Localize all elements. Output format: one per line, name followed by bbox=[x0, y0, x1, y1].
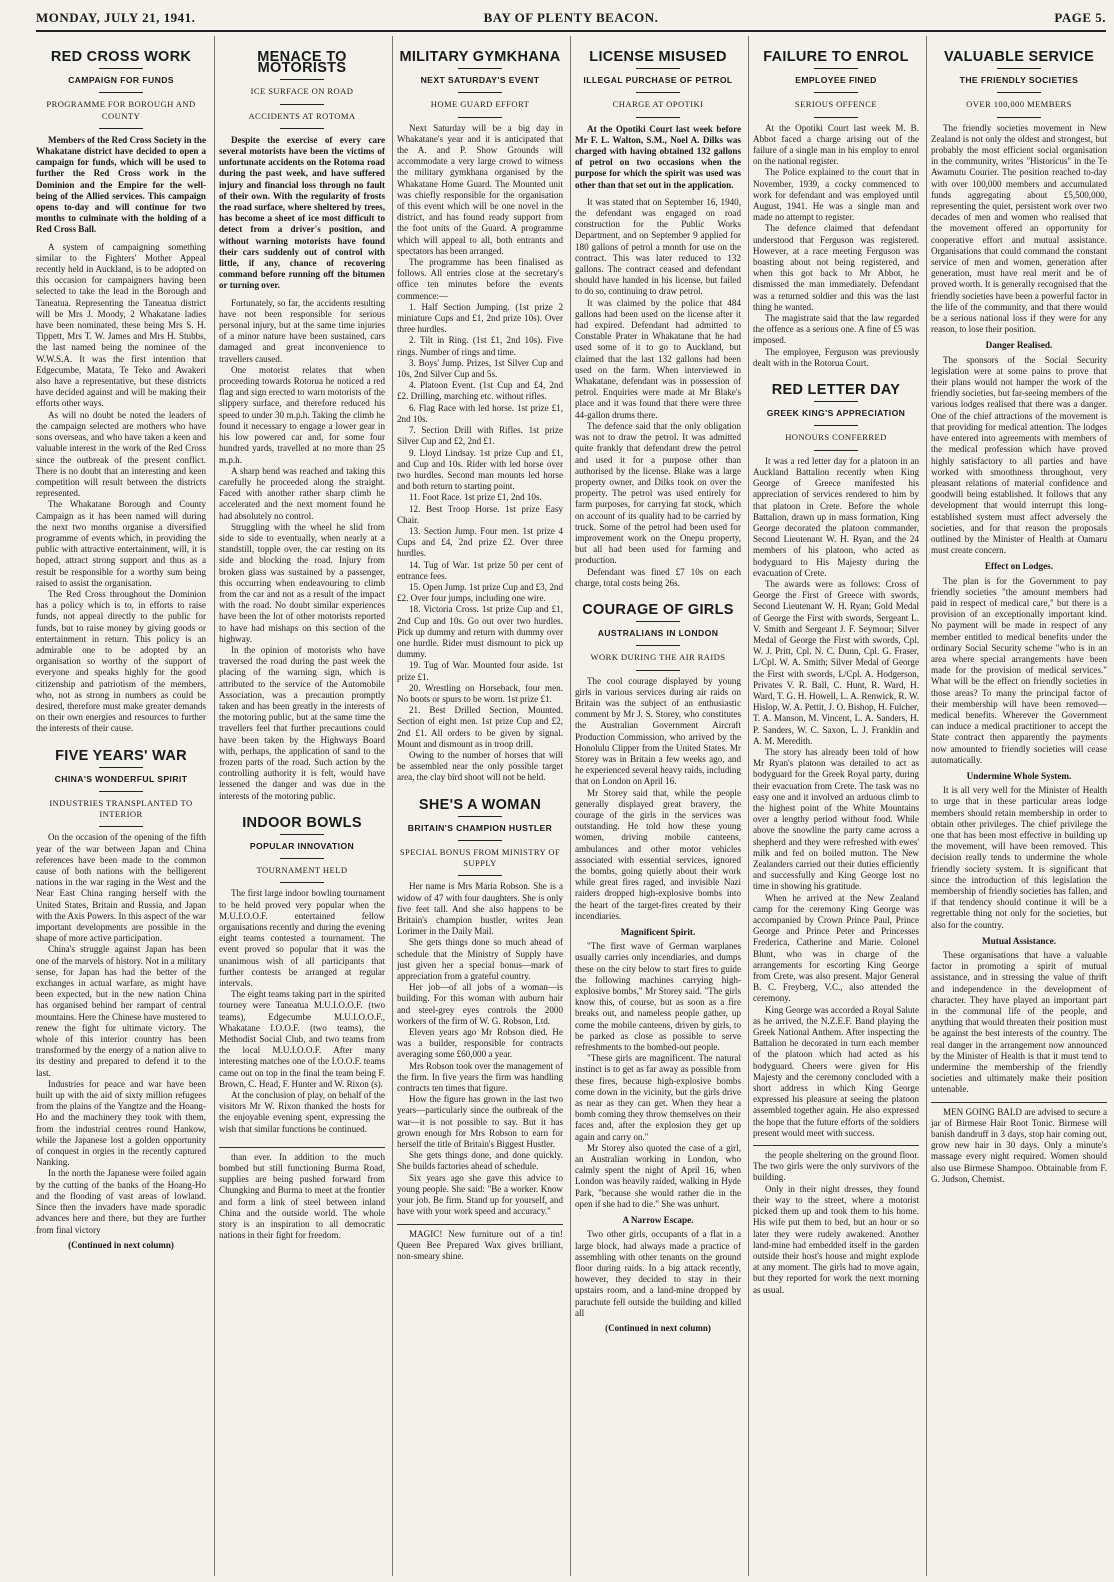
article-paragraph: Next Saturday will be a big day in Whakatane's year and it is anticipated that the A. and P. Show Grounds will accommodate a very large crowd to witness the military gymkhana organised by the Whakatane Home Guard. The Mounted unit was chiefly responsible for the organisation of this event which will be one novel in the district, and has found ready support from the foot units of the Guard. A programme which will appeal to all, both entrants and spectators has been arranged. bbox=[397, 122, 563, 256]
divider bbox=[636, 645, 680, 646]
article-paragraph: It was claimed by the police that 484 gallons had been used on the license after it had expired. Defendant had admitted to Constable Prater in Whakatane that he had used some of it to go to Auckland, but claimed that the last 132 gallons had been used on the farm. When interviewed in Whakatane, defendant was in possession of petrol. Enquiries were made at Mr Blake's place and it was found that there were three 44-gallon drums there. bbox=[575, 297, 741, 420]
article-paragraph: The programme has been finalised as follows. All entries close at the secretary's office ten minutes before the events commence:— bbox=[397, 257, 563, 301]
divider bbox=[99, 791, 143, 792]
column-6 bbox=[926, 36, 1107, 1576]
article-paragraph: Her name is Mrs Maria Robson. She is a widow of 47 with four daughters. She is only five feet tall. And she also happens to be Britain's champion hustler, writes Jean Lorimer in the Daily Mail. bbox=[397, 881, 563, 937]
article-paragraph: She gets things done so much ahead of schedule that the Ministry of Supply have just given her a special bonus—mark of appreciation from a grateful country. bbox=[397, 937, 563, 982]
deck: ILLEGAL PURCHASE OF PETROL bbox=[583, 75, 733, 86]
divider bbox=[458, 816, 502, 817]
divider bbox=[99, 92, 143, 93]
article-paragraph: The cool courage displayed by young girls in various services during air raids on Britain was the subject of an enthusiastic comment by Mr J. S. Storey, who constitutes the Australian Government Aircraft Production Commission, who arrived by the Honolulu Clipper from the United States. Mr Storey was in Britain a few weeks ago, and he experienced several heavy raids, including that on London on April 16. bbox=[575, 675, 741, 787]
subheading: Mutual Assistance. bbox=[981, 935, 1056, 946]
column-2 bbox=[214, 36, 385, 1576]
column-1 bbox=[36, 36, 206, 1576]
divider bbox=[99, 68, 143, 69]
article-paragraph: Fortunately, so far, the accidents resulting have not been responsible for serious personal injury, but at the same time injuries of a minor nature have been sustained, cars damaged and great inconvenience to travellers caused. bbox=[219, 297, 385, 364]
article-paragraph: She gets things done, and done quickly. She builds factories ahead of schedule. bbox=[397, 1150, 563, 1172]
programme-item: 13. Section Jump. Four men. 1st prize 4 Cups and £4, 2nd prize £2. Over three hurdles. bbox=[397, 525, 563, 559]
divider bbox=[280, 104, 324, 105]
programme-item: 2. Tilt in Ring. (1st £1, 2nd 10s). Five rings. Number of rings and time. bbox=[397, 335, 563, 357]
article-paragraph: The magistrate said that the law regarded the offence as a serious one. A fine of £5 was imposed. bbox=[753, 313, 919, 346]
column-4 bbox=[570, 36, 741, 1576]
article-paragraph: Mrs Robson took over the management of the firm. In five years the firm was handling contracts ten times that figure. bbox=[397, 1060, 563, 1094]
article-lead: Despite the exercise of every care several motorists have been the victims of unfortunate accidents on the Rotoma road during the past week, and have suffered injury and financial loss through no fault of their own. With the regularity of frosts the road surface, where sheltered by trees, has become a sheet of ice most difficult to detect from a driver's position, and without warning motorists have found their cars suddenly out of control with little, if any, chance of recovering command before running off the bitumen or turning over. bbox=[219, 134, 385, 291]
subheading: Undermine Whole System. bbox=[966, 770, 1072, 781]
deck: POPULAR INNOVATION bbox=[249, 841, 355, 851]
divider bbox=[636, 670, 680, 671]
programme-item: 9. Lloyd Lindsay. 1st prize Cup and £1, and Cup and 10s. Rider with led horse over two hurdles. Second man mounts led horse and both return to starting point. bbox=[397, 447, 563, 492]
article-paragraph: King George was accorded a Royal Salute as he arrived, the N.Z.E.F. Band playing the Greek National Anthem. After inspecting the Battalion he decorated in turn each member of the platoon which had acted as his bodyguard. Cheers were given for His Majesty and the ceremony concluded with a short address in which King George expressed his pleasure at seeing the platoon assembled together again. He also expressed the hope that the future efforts of the soldiers present would meet with success. bbox=[753, 1004, 919, 1138]
article-paragraph: "The first wave of German warplanes usually carries only incendiaries, and dumps these on the city below to start fires to guide the following machines carrying high-explosive bombs," Mr Storey said. "The girls know this, of course, but as soon as a fire breaks out, and nameless people gather, up come the mobile canteens, driven by girls, to be parked as close as possible to serve refreshments to the bombed-out people. bbox=[575, 941, 741, 1053]
headline-menace-to-motorists: MENACE TO MOTORISTS bbox=[257, 49, 347, 77]
article-paragraph: It was a red letter day for a platoon in an Auckland Battalion recently when King George of Greece manifested his appreciation of services rendered to him by that platoon in Crete. Before the whole Battalion, drawn up in mass formation, King George decorated the platoon commander, Second Lieutenant W. H. Ryan, and the 24 members of his platoon, who acted as bodyguard to His Majesty during the evacuation of Crete. bbox=[753, 455, 919, 578]
divider bbox=[458, 117, 502, 118]
headline-courage-of-girls: COURAGE OF GIRLS bbox=[582, 601, 734, 618]
subheading: Effect on Lodges. bbox=[984, 561, 1054, 572]
programme-item: 12. Best Troop Horse. 1st prize Easy Chair. bbox=[397, 503, 563, 525]
programme-item: 3. Boys' Jump. Prizes, 1st Silver Cup and 10s, 2nd Silver Cup and 5s. bbox=[397, 357, 563, 380]
divider bbox=[636, 68, 680, 69]
headline-indoor-bowls: INDOOR BOWLS bbox=[242, 814, 362, 831]
article-paragraph: One motorist relates that when proceeding towards Rotorua he noticed a red flag and sign erected to warn motorists of the slippery surface, and therefore reduced his speed to under 30 m.p.h. Taking the climb he found it necessary to engage a lower gear in his low powered car and, for some four hundred yards, travelled at no more than 25 m.p.h. bbox=[219, 364, 385, 465]
article-paragraph: The story has already been told of how Mr Ryan's platoon was detailed to act as bodyguard for the Greek Royal party, during their evacuation from Crete. The task was no easy one and it involved an arduous climb to the highest point of the White Mountains over a lengthy period without food. While above the snowline the party came across a shepherd and they were refreshed with ewes' milk and fed on boiled mutton. The New Zealanders carried out their duties efficiently and successfully and King George lost no time in showing his gratitude. bbox=[753, 746, 919, 892]
programme-item: 11. Foot Race. 1st prize £1, 2nd 10s. bbox=[409, 492, 542, 503]
deck: EMPLOYEE FINED bbox=[795, 75, 877, 86]
divider bbox=[814, 92, 858, 93]
divider bbox=[814, 117, 858, 118]
divider bbox=[636, 92, 680, 93]
deck: GREEK KING'S APPRECIATION bbox=[766, 408, 906, 419]
article-paragraph: Two other girls, occupants of a flat in a large block, had always made a practice of assembling with other tenants on the ground floor during raids. In a big attack recently, however, they decided to stay in their upstairs room, and a land-mine dropped by parachute fell outside the building and killed all bbox=[575, 1229, 741, 1318]
deck-secondary: WORK DURING THE AIR RAIDS bbox=[590, 652, 726, 663]
divider bbox=[458, 68, 502, 69]
column-3 bbox=[392, 36, 563, 1576]
continued-note: (Continued in next column) bbox=[68, 1239, 174, 1250]
divider bbox=[99, 826, 143, 827]
headline-shes-a-woman: SHE'S A WOMAN bbox=[418, 796, 542, 813]
masthead bbox=[36, 6, 1106, 32]
headline-license-misused: LICENSE MISUSED bbox=[589, 49, 727, 65]
deck: THE FRIENDLY SOCIETIES bbox=[959, 75, 1079, 86]
divider bbox=[99, 128, 143, 129]
deck: ICE SURFACE ON ROAD bbox=[250, 86, 354, 97]
divider bbox=[280, 882, 324, 883]
deck: CAMPAIGN FOR FUNDS bbox=[68, 75, 174, 86]
divider bbox=[458, 840, 502, 841]
article-paragraph: Only in their night dresses, they found their way to the street, where a motorist picked them up and took them to his home. His wife put them to bed, but an hour or so later they were rudely awakened. Another land-mine had embedded itself in the garden outside their host's house and might explode at any moment. The girls had to move again, but they reported for work the next morning as usual. bbox=[753, 1183, 919, 1295]
article-paragraph: The defence said that the only obligation was not to draw the petrol. It was admitted quite frankly that defendant drew the petrol and used it for a purpose other than authorised by the license. Blake was a large property owner, and Dilks took on over the property. The petrol was used entirely for farm purposes, for carrying fat stock, which on account of its quality had to be carried by truck. Some of the petrol had been used for improvement work on the Onepu property, but all had been used for farming and production. bbox=[575, 420, 741, 566]
divider bbox=[814, 68, 858, 69]
deck-secondary: HOME GUARD EFFORT bbox=[430, 99, 530, 110]
article-paragraph: These organisations that have a valuable factor in promoting a spirit of mutual assistance, and in stressing the value of thrift and independence in the development of character. They have played an important part in the communal life of the people, and anything that would threaten their position must be against the best interests of the country. The real danger in the arrangement now announced by the Minister of Health is that it must tend to undermine the membership of the friendly societies and ultimately make their position untenable. bbox=[931, 950, 1107, 1095]
article-paragraph: Defendant was fined £7 10s on each charge, total costs being 26s. bbox=[575, 566, 741, 588]
deck: BRITAIN'S CHAMPION HUSTLER bbox=[407, 822, 553, 833]
article-paragraph: The eight teams taking part in the spirited tourney were Taneatua M.U.I.O.O.F. (two teams), Edgecumbe M.U.I.O.O.F., Whakatane I.O.O.F. (two teams), the Methodist Social Club, and two teams from the local M.U.I.O.O.F. After many interesting matches one of the I.O.O.F. teams came out on top in the final the team being F. Brown, C. Head, F. Hunter and W. Rixon (s). bbox=[219, 989, 385, 1089]
subheading: Magnificent Spirit. bbox=[620, 927, 696, 938]
programme-item: 20. Wrestling on Horseback, four men. No boots or spurs to be worn. 1st prize £1. bbox=[397, 682, 563, 704]
article-paragraph: In the opinion of motorists who have traversed the road during the past week the placing of the warning sign, which is attributed to the service of the Automobile Association, was a precaution promptly taken and has been greatly in the interests of the motoring public, but at the same time the travellers feel that further precautions could have been taken by the Highways Board with, perhaps, the application of sand to the frozen parts of the road. Such action by the controlling authority it is felt, would have lessened the danger and was due in the interests of the motoring public. bbox=[219, 644, 385, 801]
article-paragraph: The employee, Ferguson was previously dealt with in the Rotorua Court. bbox=[753, 346, 919, 368]
headline-failure-to-enrol: FAILURE TO ENROL bbox=[763, 49, 909, 65]
issue-date: MONDAY, JULY 21, 1941. bbox=[36, 10, 196, 25]
deck-secondary: PROGRAMME FOR BOROUGH AND COUNTY bbox=[46, 99, 196, 121]
article-paragraph: Mr Storey also quoted the case of a girl, an Australian working in London, who calmly spent the night of April 16, when London was heavily raided, walking in Hyde Park, "because she would rather die in the open if she had to die." She was unhurt. bbox=[575, 1142, 741, 1209]
article-paragraph: The Police explained to the court that in November, 1939, a cocky commenced to work for defendant and was employed until August, 1941. He was a single man and made no attempt to register. bbox=[753, 167, 919, 223]
article-paragraph: China's struggle against Japan has been one of the marvels of history. Not in a military sense, for Japan has had the better of the exchanges in actual warfare, as might have been expected, but in the new nation China has organised behind her rampart of central mountains. Here the Chinese have mustered to renew the fight for ultimate victory. The whole of this interior country has been transformed by the energy of a nation alive to its destiny and prepared to defend it to the last. bbox=[36, 944, 206, 1078]
programme-item: 4. Platoon Event. (1st Cup and £4, 2nd £2. Drilling, marching etc. without rifles. bbox=[397, 380, 563, 402]
programme-item: 21. Best Drilled Section, Mounted. Section of eight men. 1st prize Cup and £2, 2nd £1. All orders to be given by signal. Mount and dismount as in troop drill. bbox=[397, 705, 563, 749]
article-paragraph: Industries for peace and war have been built up with the aid of sixty million refugees from the plains of the Yangtze and the Hoang-Ho and the machinery they took with them, from the industrial centres round Hankow, while the Japanese lost a golden opportunity of conquest in orgies in the recently captured Nanking. bbox=[36, 1078, 206, 1168]
divider bbox=[997, 68, 1041, 69]
subheading: A Narrow Escape. bbox=[622, 1215, 694, 1226]
article-lead: At the Opotiki Court last week before Mr F. L. Walton, S.M., Noel A. Dilks was charged with having obtained 132 gallons of petrol on two occasions when the purpose for which the spirit was used was other than that set out in the application. bbox=[575, 123, 741, 190]
article-paragraph: The first large indoor bowling tournament to be held proved very popular when the M.U.I.O.O.F. entertained fellow organisations recently and during the evening eight teams contested a tournament. The event proved so popular that it was the unanimous wish of all participants that further contests be arranged at regular intervals. bbox=[219, 888, 385, 989]
divider bbox=[280, 834, 324, 835]
programme-item: 19. Tug of War. Mounted four aside. 1st prize £1. bbox=[397, 660, 563, 682]
article-paragraph: A sharp bend was reached and taking this carefully he proceeded along the straight. Faced with another rather sharp climb he accelerated and the next moment found he had absolutely no control. bbox=[219, 465, 385, 521]
divider bbox=[280, 128, 324, 129]
continued-note: (Continued in next column) bbox=[605, 1322, 711, 1333]
article-paragraph: As will no doubt be noted the leaders of the campaign selected are mothers who have sons overseas, and who have taken a keen and valuable interest in the work of the Red Cross since the outbreak of the present conflict. There is no doubt that an interesting and keen competition will result between the districts represented. bbox=[36, 409, 206, 499]
page-number: PAGE 5. bbox=[1054, 10, 1106, 25]
deck: NEXT SATURDAY'S EVENT bbox=[420, 75, 540, 86]
programme-item: 18. Victoria Cross. 1st prize Cup and £1, 2nd Cup and 10s. Go out over two hurdles. Pick up dummy and return with dummy over one hurdle. Rider must dismount to pick up dummy. bbox=[397, 604, 563, 660]
divider bbox=[997, 92, 1041, 93]
headline-military-gymkhana: MILITARY GYMKHANA bbox=[399, 49, 561, 65]
deck-secondary: OVER 100,000 MEMBERS bbox=[966, 99, 1072, 110]
divider bbox=[997, 117, 1041, 118]
newspaper-title: BAY OF PLENTY BEACON. bbox=[483, 10, 659, 25]
divider bbox=[636, 117, 680, 118]
article-paragraph: Mr Storey said that, while the people generally displayed great bravery, the courage of the girls in the services was outstanding. He told how these young women, driving mobile canteens, ambulances and other motor vehicles associated with essential services, ignored the bombs, going quietly about their work while great fires raged, and invisible Nazi raiders dropped high-explosive bombs into the heart of the target-fires created by their incendiaries. bbox=[575, 787, 741, 921]
article-paragraph: When he arrived at the New Zealand camp for the ceremony King George was accompanied by Crown Prince Paul, Prince George and Prince Peter and Princesses Frederica, Catherine and Marie. Colonel Blunt, who was in charge of the arrangements for escorting King George from Crete, was also present. Major General B. C. Freyberg, V.C., also attended the ceremony. bbox=[753, 892, 919, 1004]
divider bbox=[280, 858, 324, 859]
article-paragraph: At the Opotiki Court last week M. B. Abbot faced a charge arising out of the failure of a single man in his employ to enrol on the national register. bbox=[753, 122, 919, 167]
headline-five-years-war: FIVE YEARS' WAR bbox=[55, 747, 187, 764]
article-paragraph: Struggling with the wheel he slid from side to side to eventually, when nearly at a standstill, topple over, the car resting on its side and blocking the road. Injury from broken glass was sustained by a passenger, this occurring when endeavouring to climb from the car and not as a result of the impact with the road. No doubt similar experiences have been the lot of other motorists reported to have had mishaps on this section of the highway. bbox=[219, 521, 385, 644]
article-paragraph: It is all very well for the Minister of Health to urge that in these particular areas lodge members should retain membership in order to obtain other privileges. The chief privilege the one that has been most effective in building up the movement, will have been removed. This decision really tends to undermine the whole friendly society system. It is significant that since the introduction of this legislation the membership of friendly societies has fallen, and if that tendency should continue it will be a regrettable thing not only for the societies, but also for the country. bbox=[931, 785, 1107, 930]
deck-secondary: INDUSTRIES TRANSPLANTED TO INTERIOR bbox=[49, 797, 193, 820]
headline-valuable-service: VALUABLE SERVICE bbox=[943, 49, 1095, 65]
article-paragraph: The sponsors of the Social Security legislation were at some pains to prove that their plans would not hamper the work of the friendly societies, but far-seeing members of the various lodges realised that there was a danger. One of the chief attractions of the movement is that providing for medical attention. The lodges have entered into agreements with members of the medical profession which have proved highly satisfactory to all parties and have worked with smoothness throughout, very pleasant relations of material confidence and goodwill being established. It follows that any development that would interrupt this long-established system must affect adversely the societies, and for that reason the proposals outlined by the Minister of Health at Oamaru must create concern. bbox=[931, 354, 1107, 556]
programme-item: 6. Flag Race with led horse. 1st prize £1, 2nd 10s. bbox=[397, 402, 563, 424]
divider bbox=[458, 92, 502, 93]
headline-red-cross-work: RED CROSS WORK bbox=[50, 49, 192, 65]
article-paragraph: A system of campaigning something similar to the Fighters' Mother Appeal recently held in Auckland, is to be adopted on this occasion for campaigners having been selected to take the lead in the Borough and Taneatua. Representing the Taneatua district will be Mrs J. Moody, 2 Whakatane ladies have been nominated, these being Mrs S. H. Tippett, Mrs T. W. James and Mrs H. Stubbs, the last named being the nominee of the W.W.S.A. It was the first intention that Edgecumbe, Matata, Te Teko and Awakeri also have a representative, but these districts have decided against and will be making their efforts other ways. bbox=[36, 241, 206, 409]
subheading: Danger Realised. bbox=[985, 340, 1053, 351]
deck-secondary: TOURNAMENT HELD bbox=[256, 865, 348, 876]
article-paragraph: How the figure has grown in the last two years—particularly since the outbreak of the war—it is not possible to say. But it has grown enough for Mrs Robson to earn for herself the title of Britain's Biggest Hustler. bbox=[397, 1094, 563, 1150]
divider bbox=[814, 425, 858, 426]
article-paragraph: In the north the Japanese were foiled again by the cutting of the banks of the Hoang-Ho and the flooding of vast areas of lowland. Since then the invaders have made sporadic advances here and there, but they are further from final victory bbox=[36, 1168, 206, 1235]
article-paragraph: Eleven years ago Mr Robson died. He was a builder, responsible for contracts averaging some £60,000 a year. bbox=[397, 1027, 563, 1060]
divider bbox=[280, 79, 324, 80]
programme-item: 7. Section Drill with Rifles. 1st prize Silver Cup and £2, 2nd £1. bbox=[397, 425, 563, 447]
column-5 bbox=[748, 36, 919, 1576]
newspaper-page bbox=[36, 36, 1106, 1576]
divider bbox=[814, 401, 858, 402]
deck: AUSTRALIANS IN LONDON bbox=[597, 628, 719, 639]
deck-secondary: ACCIDENTS AT ROTOMA bbox=[248, 110, 356, 121]
article-paragraph: At the conclusion of play, on behalf of the visitors Mr W. Rixon thanked the hosts for the enjoyable evening spent, expressing the wish that similar functions be continued. bbox=[219, 1090, 385, 1134]
divider bbox=[99, 767, 143, 768]
article-paragraph: Six years ago she gave this advice to young people. She said: "Be a worker. Know your job. Be firm. Stand up for yourself, and have with your work speed and accuracy." bbox=[397, 1172, 563, 1217]
article-paragraph: The plan is for the Government to pay friendly societies "the amount members had paid in respect of medical care," but there is a provision of an exceptionally important kind. No payment will be made in respect of any member entitled to medical benefits under the ordinary Social Security scheme "who is in an area where special arrangements have been made for the provision of medical services." What will be the effect on friendly societies in those areas? To many the principal factor of their membership will have been removed—medical benefits. Wherever the Government can induce a medical practitioner to accept the State contract then apparently the payments now amounted to friendly societies will cease automatically. bbox=[931, 575, 1107, 765]
article-paragraph: Her job—of all jobs of a woman—is building. For this woman with auburn hair and steel-grey eyes controls the 2000 workers of the firm of W. G. Robson, Ltd. bbox=[397, 982, 563, 1026]
deck-secondary: CHARGE AT OPOTIKI bbox=[612, 99, 704, 110]
article-lead: Members of the Red Cross Society in the Whakatane district have decided to open a campaign for funds, which will be used to further the Red Cross work in the Dominion and the Empire for the well-being of the Allied services. This campaign opens to-day and will continue for two months to culminate with the holding of a Red Cross Ball. bbox=[36, 134, 206, 235]
advertisement: MAGIC! New furniture out of a tin! Queen Bee Prepared Wax gives brilliant, non-smeary shine. bbox=[397, 1224, 563, 1263]
programme-item: 14. Tug of War. 1st prize 50 per cent of entrance fees. bbox=[397, 559, 563, 581]
article-continuation: than ever. In addition to the much bombed but still functioning Burma Road, supplies are being pushed forward from Chungking and Burma to meet at the frontier and form a link of steel between inland China and the outside world. The whole story is an inspiration to all democratic nations in their fight for freedom. bbox=[219, 1147, 385, 1242]
article-paragraph: On the occasion of the opening of the fifth year of the war between Japan and China references have been made to the common cause of both nations with the belligerent nations in the war raging in the West and the Near East China ranging herself with the United States, Britain and Russia, and Japan with the Axis Powers. In this aspect of the war important developments are possible in the shape of more active participation. bbox=[36, 832, 206, 944]
deck-secondary: HONOURS CONFERRED bbox=[785, 432, 887, 443]
advertisement: MEN GOING BALD are advised to secure a jar of Birmese Hair Root Tonic. Birmese will banish dandruff in 3 days, stop hair coming out, grow new hair in 30 days. Only a minute's massage every night required. Women should also use Birmese Shampoo. Obtainable from F. G. Judson, Chemist. bbox=[931, 1102, 1107, 1185]
divider bbox=[458, 875, 502, 876]
divider bbox=[636, 621, 680, 622]
article-paragraph: The awards were as follows: Cross of George the First of Greece with swords, Second Lieutenant W. H. Ryan; Gold Medal of George the First with swords, Sergeant L. V. Smith and Sergeant J. F. Seymour; Silver Medal of George the First with swords, Cpl. W. J. Pritt, Cpl. N. C. Dunn, Cpl. G. Fraser, L/Cpl. W. A. Smith; Silver Medal of George the First with swords, L/Cpl. A. Hodgerson, Privates V. R. Ball, C. Hunt, R. Ward, H. Ward, T. G. H. Howell, L. A. Renwick, R. W. Hislop, W. A. Pettit, J. O. Bishop, H. Fulcher, T. A. Manson, M. Vincent, L. A. Sanders, H. P. Sanders, W. C. Saxon, L. J. Franklin and A. M. Meredith. bbox=[753, 578, 919, 746]
deck-secondary: SPECIAL BONUS FROM MINISTRY OF SUPPLY bbox=[399, 847, 561, 869]
article-paragraph: Owing to the number of horses that will be assembled near the only possible target area, the clay bird shoot will not be held. bbox=[397, 749, 563, 783]
deck: CHINA'S WONDERFUL SPIRIT bbox=[54, 773, 188, 784]
article-paragraph: The Red Cross throughout the Dominion has a policy which is to, in efforts to raise funds, not appeal directly to the public for funds, but to raise money by giving goods or entertainment in return. This policy is an admirable one to be adopted by an organisation so worthy of the support of everyone and speaks highly for the good citizenship and patriotism of the members, who, not as strong in numbers as could be desired, therefore must make greater demands on their own energies and resources to further the interests of their cause. bbox=[36, 588, 206, 734]
article-paragraph: The defence claimed that defendant understood that Ferguson was registered. However, at a race meeting Ferguson was boasting about not being registered, and when this got back to Mr Abbot, he dismissed the man immediately. Defendant was a returned soldier and this was the last thing he wanted. bbox=[753, 223, 919, 312]
article-paragraph: "These girls are magnificent. The natural instinct is to get as far away as possible from these fires, because high-explosive bombs come down in the vicinity, but the girls drive as near as they can get. When they hear a bomb coming they throw themselves on their faces and, after the explosion they get up again and carry on." bbox=[575, 1053, 741, 1142]
article-paragraph: The friendly societies movement in New Zealand is not only the oldest and strongest, but probably the most efficient social organisation in the community, writes "Historicus" in the Te Awamutu Courier. The position reached to-day with over 100,000 members and accumulated funds aggregating about £5,500,000, representing the quiet, persistent work over two decades of men and women who realised that the movement offered an opportunity for cooperative effort and mutual assistance. Organisations that could command the constant service of men and women, generation after generation, must have real merit and be of proved worth. It is generally recognised that the friendly societies have been a powerful factor in the life of the community, and that there would be a serious national loss if they were for any reason, to lose their position. bbox=[931, 122, 1107, 335]
programme-item: 15. Open Jump. 1st prize Cup and £3, 2nd £2. Over four jumps, including one wire. bbox=[397, 581, 563, 604]
article-paragraph: It was stated that on September 16, 1940, the defendant was engaged on road construction for the Public Works Department, and on September 9 applied for 180 gallons of petrol a month for use on the contract. This was later reduced to 132 gallons. The contract ceased and defendant should have handed in his license, but failed to do so, continuing to draw petrol. bbox=[575, 196, 741, 297]
deck-secondary: SERIOUS OFFENCE bbox=[794, 99, 878, 110]
article-paragraph: The Whakatane Borough and County Campaign as it has been named will during the next two months organise a diversified programme of events which, in providing the public with attractive entertainment, will, it is hoped, attract strong support and thus as a result be responsible for a worthy sum being raised to assist the organisation. bbox=[36, 499, 206, 588]
divider bbox=[814, 450, 858, 451]
article-continuation: the people sheltering on the ground floor. The two girls were the only survivors of the building. bbox=[753, 1145, 919, 1184]
headline-red-letter-day: RED LETTER DAY bbox=[771, 382, 901, 399]
programme-item: 1. Half Section Jumping. (1st prize 2 miniature Cups and £1, 2nd prize 10s). Over three hurdles. bbox=[397, 301, 563, 335]
